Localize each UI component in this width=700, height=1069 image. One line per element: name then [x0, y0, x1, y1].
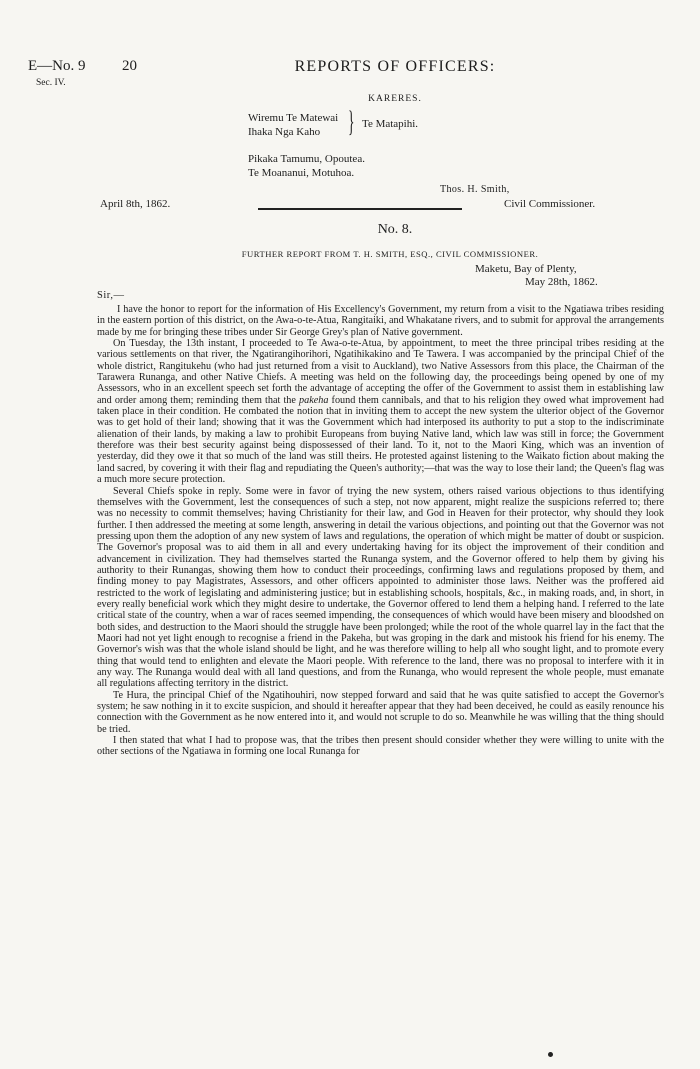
- paragraph: On Tuesday, the 13th instant, I proceeded to Te Awa-o-te-Atua, by appointment, to meet the three principal tribes residing at the various settlements on that river, the Ngatirangihorihori, Ngatihikakino and Te Tawera. I was accompanied by the principal Chief of the whole district, Rangitukehu (who had just returned from a visit to Auckland), two Native Assessors from this place, the Chairman of the Tarawera Runanga, and other Native Chiefs. A meeting was held on the following day, the proceedings being opened by one of my Assessors, who in an excellent speech set forth the advantage of accepting the offer of the Government to assist them in establishing law and order among them; reminding them that the pakeha found them cannibals, and that to his religion they owed what improvement had taken place in their condition. He combated the notion that in inviting them to accept the new system the ulterior object of the Governor was to get hold of their land; showing that it was the Government which had interposed its authority to put a stop to the indiscriminate alienation of their lands, by making a law to prohibit Europeans from buying Native land, which law was still in force; the Government therefore was their best security against being dispossessed of their land. To it, not to the Maori King, which was an invention of yesterday, did they owe it that so much of the land was still theirs. He protested against listening to the Waikato fiction about making the land sacred, by covering it with their flag and repudiating the Queen's authority;—that was the way to lose their land; the Queen's flag was a much more secure protection.: [97, 338, 664, 486]
- document-reference: E—No. 9: [28, 58, 86, 74]
- ink-mark: [548, 1052, 553, 1057]
- section-label: Sec. IV.: [36, 78, 66, 88]
- paragraph: I have the honor to report for the information of His Excellency's Government, my return from a visit to the Ngatiawa tribes residing in the eastern portion of this district, on the Awa-o-te-Atua, Rangitaiki, and Whakatane rivers, and to submit for approval the arrangements made by me for bringing these tribes under Sir George Grey's plan of Native government.: [97, 304, 664, 338]
- paragraph: Te Hura, the principal Chief of the Ngatihouhiri, now stepped forward and said that he was quite satisfied to accept the Governor's system; he saw nothing in it to excite suspicion, and should it hereafter appear that they had been deceived, he could as easily renounce his connection with the Government as he now entered into it, and would not scruple to do so. Meanwhile he was willing that the thing should be tried.: [97, 689, 664, 735]
- names-group-2: [248, 152, 365, 180]
- report-body: [97, 304, 664, 758]
- letter-location-date: [475, 263, 598, 289]
- previous-report-date: April 8th, 1862.: [100, 198, 171, 210]
- page-title: REPORTS OF OFFICERS:: [294, 58, 496, 75]
- brace-symbol: }: [348, 105, 355, 138]
- report-number: No. 8.: [377, 222, 413, 237]
- letter-date: May 28th, 1862.: [525, 276, 598, 288]
- place-name: Te Matapihi.: [362, 118, 419, 130]
- names-group-1: [248, 111, 338, 139]
- signatory-title: Civil Commissioner.: [504, 198, 596, 210]
- paragraph: I then stated that what I had to propose was, that the tribes then present should consider whether they were willing to unite with the other sections of the Ngatiawa in forming one local Runanga for: [97, 735, 664, 758]
- report-heading: FURTHER REPORT FROM T. H. SMITH, ESQ., CIVIL COMMISSIONER.: [241, 249, 539, 259]
- previous-report-heading: KARERES.: [368, 94, 422, 104]
- page-number: 20: [122, 58, 137, 74]
- letter-location: Maketu, Bay of Plenty,: [475, 263, 577, 275]
- paragraph: Several Chiefs spoke in reply. Some were in favor of trying the new system, others raised various objections to thus identifying themselves with the Government, lest the consequences of such a step, not now apparent, might realize the suspicions referred to; there was no necessity to commit themselves; having Christianity for their law, and God in Heaven for their protector, why should they look further. I then addressed the meeting at some length, answering in detail the various objections, and pointing out that the Governor was not pressing upon them the adoption of any new system of laws and regulations, the operation of which might be matter of doubt or suspicion. The Governor's proposal was to aid them in all and every undertaking having for its object the improvement of their condition and advancement in civilization. They had themselves started the Runanga system, and the Governor offered to help them by giving his authority to their Runangas, showing them how to conduct their proceedings, confirming laws and regulations proposed by them, and finding money to pay Magistrates, Assessors, and other officers appointed to administer those laws. Neither was the proffered aid restricted to the work of legislating and administering justice; but in establishing schools, hospitals, &c., in making roads, and, in short, in every really beneficial work which they might desire to undertake, the Governor offered to lend them a helping hand. I referred to the late critical state of the country, when a war of races seemed impending, the consequences of which would have been misery and bloodshed on both sides, and destruction to the Maori should the struggle have been prolonged; while the root of the whole quarrel lay in the fact that the Maori had not yet light enough to recognise a friend in the Pakeha, but was groping in the dark and mistook his friend for his enemy. The Governor's wish was that the whole island should be light, and he was therefore willing to help all who sought light, and to promote every thing that would tend to enlighten and elevate the Maori people. With reference to the land, there was no proposal to interfere with it in any way. The Runanga would deal with all land questions, and from the Runanga, who would represent the whole people, must emanate all regulations affecting territory in the district.: [97, 485, 664, 690]
- name-line: Te Moananui, Motuhoa.: [248, 167, 355, 179]
- section-divider: [258, 208, 462, 210]
- name-line: Ihaka Nga Kaho: [248, 126, 321, 138]
- name-line: Wiremu Te Matewai: [248, 112, 339, 124]
- signatory-name: Thos. H. Smith,: [440, 184, 510, 195]
- name-line: Pikaka Tamumu, Opoutea.: [248, 153, 365, 165]
- salutation: Sir,—: [97, 290, 125, 301]
